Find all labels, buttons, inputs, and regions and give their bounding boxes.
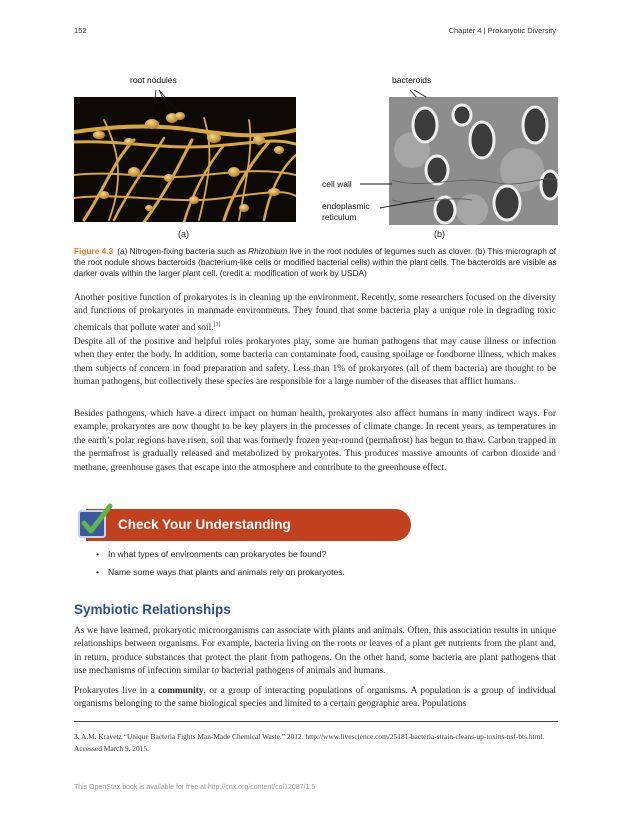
figure-caption: Figure 4.3 (a) Nitrogen-fixing bacteria such as Rhizobium live in the root nodules of legumes such as clover. (b) This micrograph of the root nodule shows bacteroids (bacterium-like cells or modified bacterial cells) within the plant cells. The bacteroids are visible as darker ovals within the larger plant cell. (credit a: modification of work by USDA) [74,246,557,279]
root-nodules-photo [74,80,296,222]
footnote: 3. A.M. Kravetz “Unique Bacteria Fights Man-Made Chemical Waste.” 2012. http://www.livescience.com/25181-bacteria-strain-cleans-up-toxins-nsf-bts.html. Accessed March 9, 2015. [74,732,545,753]
paragraph-climate: Besides pathogens, which have a direct impact on human health, prokaryotes also affect humans in many indirect ways. For example, prokaryotes are now thought to be key players in the processes of climate change. In recent years, as temperatures in the earth’s polar regions have risen, soil that was formerly frozen year-round (permafrost) has begun to thaw. Carbon trapped in the permafrost is gradually released and metabolized by prokaryotes. This produces massive amounts of carbon dioxide and methane, greenhouse gases that escape into the atmosphere and contribute to the greenhouse effect. [74,409,556,473]
paragraph-symbiosis: As we have learned, prokaryotic microorganisms can associate with plants and animals. Often, this association results in unique relationships between organisms. For example, bacteria living on the roots or leaves of a plant get nutrients from the plant and, in return, produce substances that protect the plant from pathogens. On the other hand, some bacteria are plant pathogens that use mechanisms of infection similar to bacterial pathogens of animals and humans. [74,626,556,677]
reticulum-label: reticulum [322,212,357,222]
paragraph-community: Prokaryotes live in a community, or a group of interacting populations of organisms. A population is a group of individual organisms belonging to the same biological species and limited to a certain geographic area. Populations [74,686,556,710]
check-understanding-title: Check Your Understanding [118,517,291,532]
bacteroids-label: bacteroids [392,75,432,85]
check-understanding-list [96,549,345,585]
paragraph-cleanup: Another positive function of prokaryotes is in cleaning up the environment. Recently, some researchers focused on the diversity and functions of prokaryotes in manmade environments. They found that some bacteria play a unique role in degrading toxic chemicals that pollute water and soil.[3] [74,293,556,333]
endoplasmic-label: endoplasmic [322,201,370,211]
panel-a-label: (a) [178,229,189,239]
footnote-divider [74,721,558,722]
figure-number: Figure 4.3 [74,246,114,256]
panel-b-label: (b) [434,229,445,239]
list-item: • In what types of environments can prokaryotes be found? [96,549,345,567]
page-number: 152 [74,26,87,35]
checkbox-icon [76,503,114,541]
cell-wall-label: cell wall [322,179,352,189]
list-item: • Name some ways that plants and animals rely on prokaryotes. [96,567,345,585]
term-community: community [158,686,204,696]
reference-link[interactable]: [3] [213,321,221,328]
chapter-title: Chapter 4 | Prokaryotic Diversity [448,26,556,35]
page-footer: This OpenStax book is available for free at http://cnx.org/content/col12087/1.5 [74,784,316,791]
section-heading: Symbiotic Relationships [74,602,231,617]
root-nodules-label: root nodules [130,75,177,85]
paragraph-pathogens: Despite all of the positive and helpful roles prokaryotes play, some are human pathogens that may cause illness or infection when they enter the body. In addition, some bacteria can contaminate food, causing spoilage or foodborne illness, which makes them subjects of concern in food preparation and safety. Less than 1% of prokaryotes (all of them bacteria) are thought to be human pathogens, but collectively these species are responsible for a large number of the diseases that afflict humans. [74,337,556,388]
